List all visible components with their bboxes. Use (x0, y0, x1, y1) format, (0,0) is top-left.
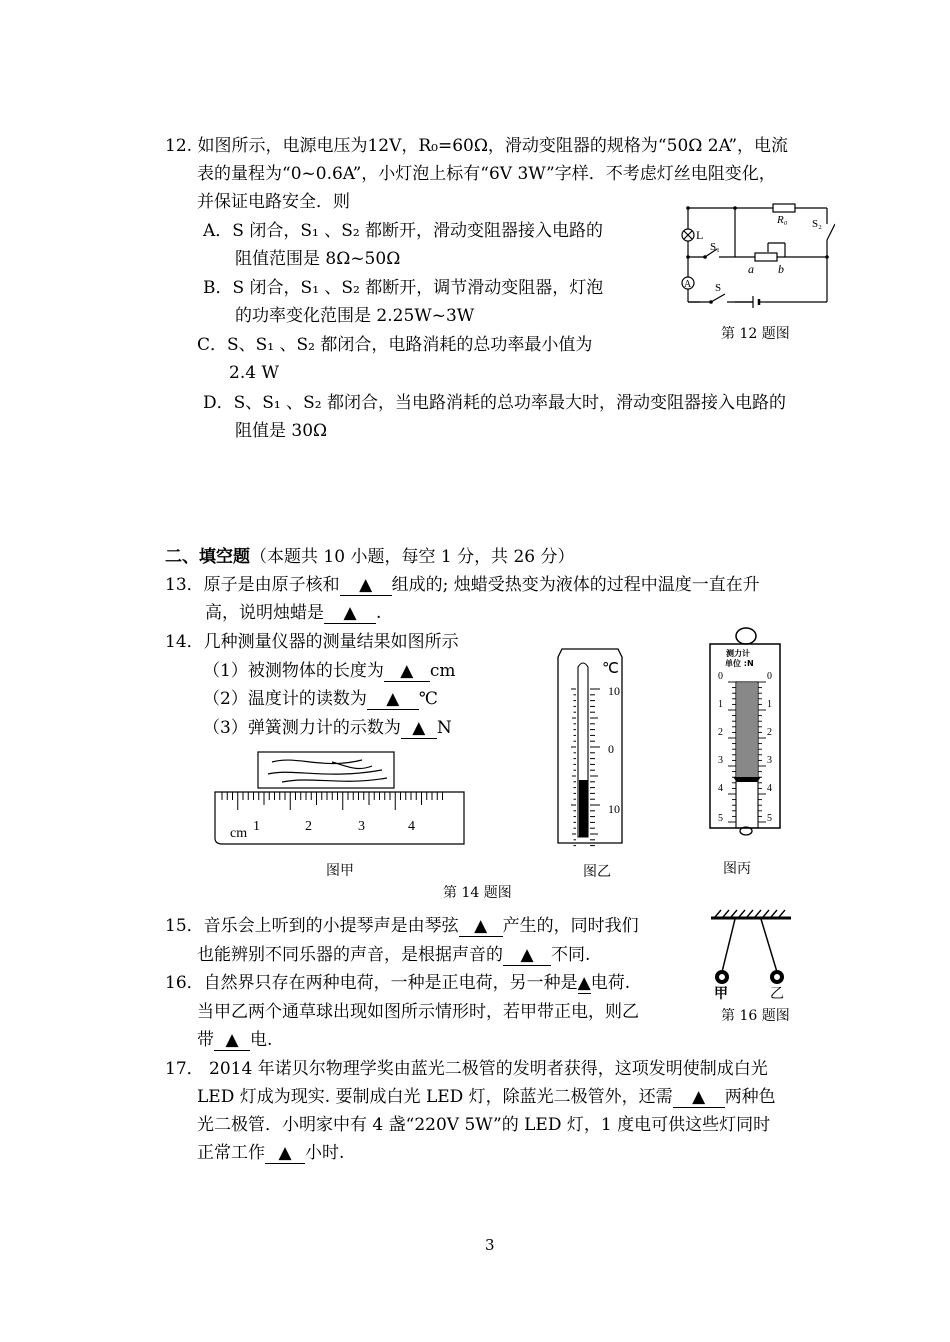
q12-caption: 第 12 题图 (721, 326, 790, 342)
ruler-tick-label: 3 (358, 819, 365, 834)
q12-line2: 表的量程为“0~0.6A”，小灯泡上标有“6V 3W”字样．不考虑灯丝电阻变化， (197, 164, 776, 184)
s-label: S (715, 282, 722, 294)
ruler-unit: cm (230, 826, 248, 841)
q12-option-b-line1: B．S 闭合，S₁ 、S₂ 都断开，调节滑动变阻器，灯泡 (203, 278, 604, 298)
svg-text:5: 5 (767, 813, 772, 824)
svg-text:1: 1 (767, 699, 772, 710)
q16-line1: 16．自然界只存在两种电荷，一种是正电荷，另一种是▲电荷. (165, 973, 631, 993)
q12-option-b-line2: 的功率变化范围是 2.25W~3W (235, 306, 475, 326)
q12-line1: 12. 如图所示，电源电压为12V，R₀=60Ω，滑动变阻器的规格为“50Ω 2A”，电流 (165, 136, 789, 156)
ruler-tick-label: 2 (305, 819, 312, 834)
caption-bing: 图丙 (723, 861, 751, 877)
svg-text:2: 2 (718, 727, 723, 738)
page-number: 3 (485, 1236, 495, 1254)
ruler-figure (212, 750, 467, 850)
q14-part1: （1）被测物体的长度为 ▲ cm (203, 661, 456, 681)
svg-text:0: 0 (718, 671, 723, 682)
scale-title: 测力计 (726, 649, 750, 658)
thermo-label: 10 (608, 802, 620, 816)
thermo-label: 10 (608, 684, 620, 698)
q15-line2: 也能辨别不同乐器的声音，是根据声音的 ▲ 不同. (197, 945, 591, 965)
b-label: b (778, 262, 784, 276)
q12-option-a-line1: A．S 闭合，S₁ 、S₂ 都断开，滑动变阻器接入电路的 (203, 221, 604, 241)
svg-text:4: 4 (718, 783, 723, 794)
thermo-unit: ℃ (602, 661, 619, 677)
blank: ▲ (214, 1030, 250, 1051)
a-label: a (748, 262, 754, 276)
scale-unit: 单位 :N (725, 659, 754, 668)
q14-part3: （3）弹簧测力计的示数为 ▲ N (203, 718, 452, 738)
q14-line0: 14．几种测量仪器的测量结果如图所示 (165, 632, 459, 652)
q12-option-d-line2: 阻值是 30Ω (235, 421, 328, 441)
blank: ▲ (367, 689, 419, 710)
jia-label: 甲 (714, 986, 728, 1000)
svg-text:4: 4 (767, 783, 772, 794)
caption-yi: 图乙 (583, 864, 611, 880)
q12-option-c-line2: 2.4 W (229, 363, 279, 383)
q16-caption: 第 16 题图 (721, 1008, 790, 1024)
q14-part2: （2）温度计的读数为 ▲ ℃ (203, 689, 438, 709)
blank: ▲ (577, 973, 591, 993)
ruler-tick-label: 1 (253, 819, 260, 834)
q17-line4: 正常工作 ▲ 小时. (197, 1143, 345, 1163)
q17-line1: 17． 2014 年诺贝尔物理学奖由蓝光二极管的发明者获得，这项发明使制成白光 (165, 1059, 768, 1079)
s2-label: S₂ (812, 218, 822, 230)
q12-option-a-line2: 阻值范围是 8Ω~50Ω (235, 249, 401, 269)
blank: ▲ (324, 603, 376, 624)
thermo-label: 0 (608, 742, 614, 756)
svg-text:0: 0 (767, 671, 772, 682)
q12-circuit-diagram (675, 200, 835, 310)
ammeter-label: A (684, 279, 692, 290)
lamp-label: L (696, 228, 704, 242)
q13-line2: 高，说明烛蜡是 ▲ . (205, 603, 382, 623)
q17-line2: LED 灯成为现实. 要制成白光 LED 灯，除蓝光二极管外，还需 ▲ 两种色 (197, 1087, 776, 1107)
svg-text:2: 2 (767, 727, 772, 738)
q12-option-d-line1: D．S、S₁ 、S₂ 都闭合，当电路消耗的总功率最大时，滑动变阻器接入电路的 (203, 393, 787, 413)
section-title: 二、填空题（本题共 10 小题，每空 1 分，共 26 分） (165, 547, 575, 567)
blank: ▲ (503, 945, 551, 966)
ruler-tick-label: 4 (408, 819, 415, 834)
blank: ▲ (265, 1143, 305, 1164)
svg-text:5: 5 (718, 813, 723, 824)
yi-label: 乙 (770, 986, 784, 1000)
q14-caption: 第 14 题图 (443, 885, 512, 901)
s1-label: S₁ (710, 241, 720, 253)
blank: ▲ (673, 1087, 725, 1108)
pith-balls-figure (705, 908, 795, 1000)
svg-text:1: 1 (718, 699, 723, 710)
q17-line3: 光二极管．小明家中有 4 盏“220V 5W”的 LED 灯，1 度电可供这些灯同时 (197, 1115, 771, 1135)
q15-line1: 15．音乐会上听到的小提琴声是由琴弦 ▲ 产生的，同时我们 (165, 916, 639, 936)
thermometer-figure (550, 647, 630, 847)
svg-text:3: 3 (767, 755, 772, 766)
blank: ▲ (384, 661, 430, 682)
blank: ▲ (459, 916, 503, 937)
svg-text:3: 3 (718, 755, 723, 766)
blank: ▲ (401, 718, 437, 739)
spring-scale-figure (705, 626, 785, 838)
q16-line3: 带 ▲ 电. (197, 1030, 273, 1050)
q16-line2: 当甲乙两个通草球出现如图所示情形时，若甲带正电，则乙 (197, 1002, 639, 1022)
q13-line1: 13．原子是由原子核和 ▲ 组成的; 烛蜡受热变为液体的过程中温度一直在升 (165, 575, 760, 595)
r0-label: R₀ (777, 214, 788, 226)
q12-option-c-line1: C．S、S₁ 、S₂ 都闭合，电路消耗的总功率最小值为 (197, 335, 593, 355)
blank: ▲ (340, 575, 392, 596)
q12-line3: 并保证电路安全．则 (197, 192, 350, 212)
caption-jia: 图甲 (326, 863, 354, 879)
